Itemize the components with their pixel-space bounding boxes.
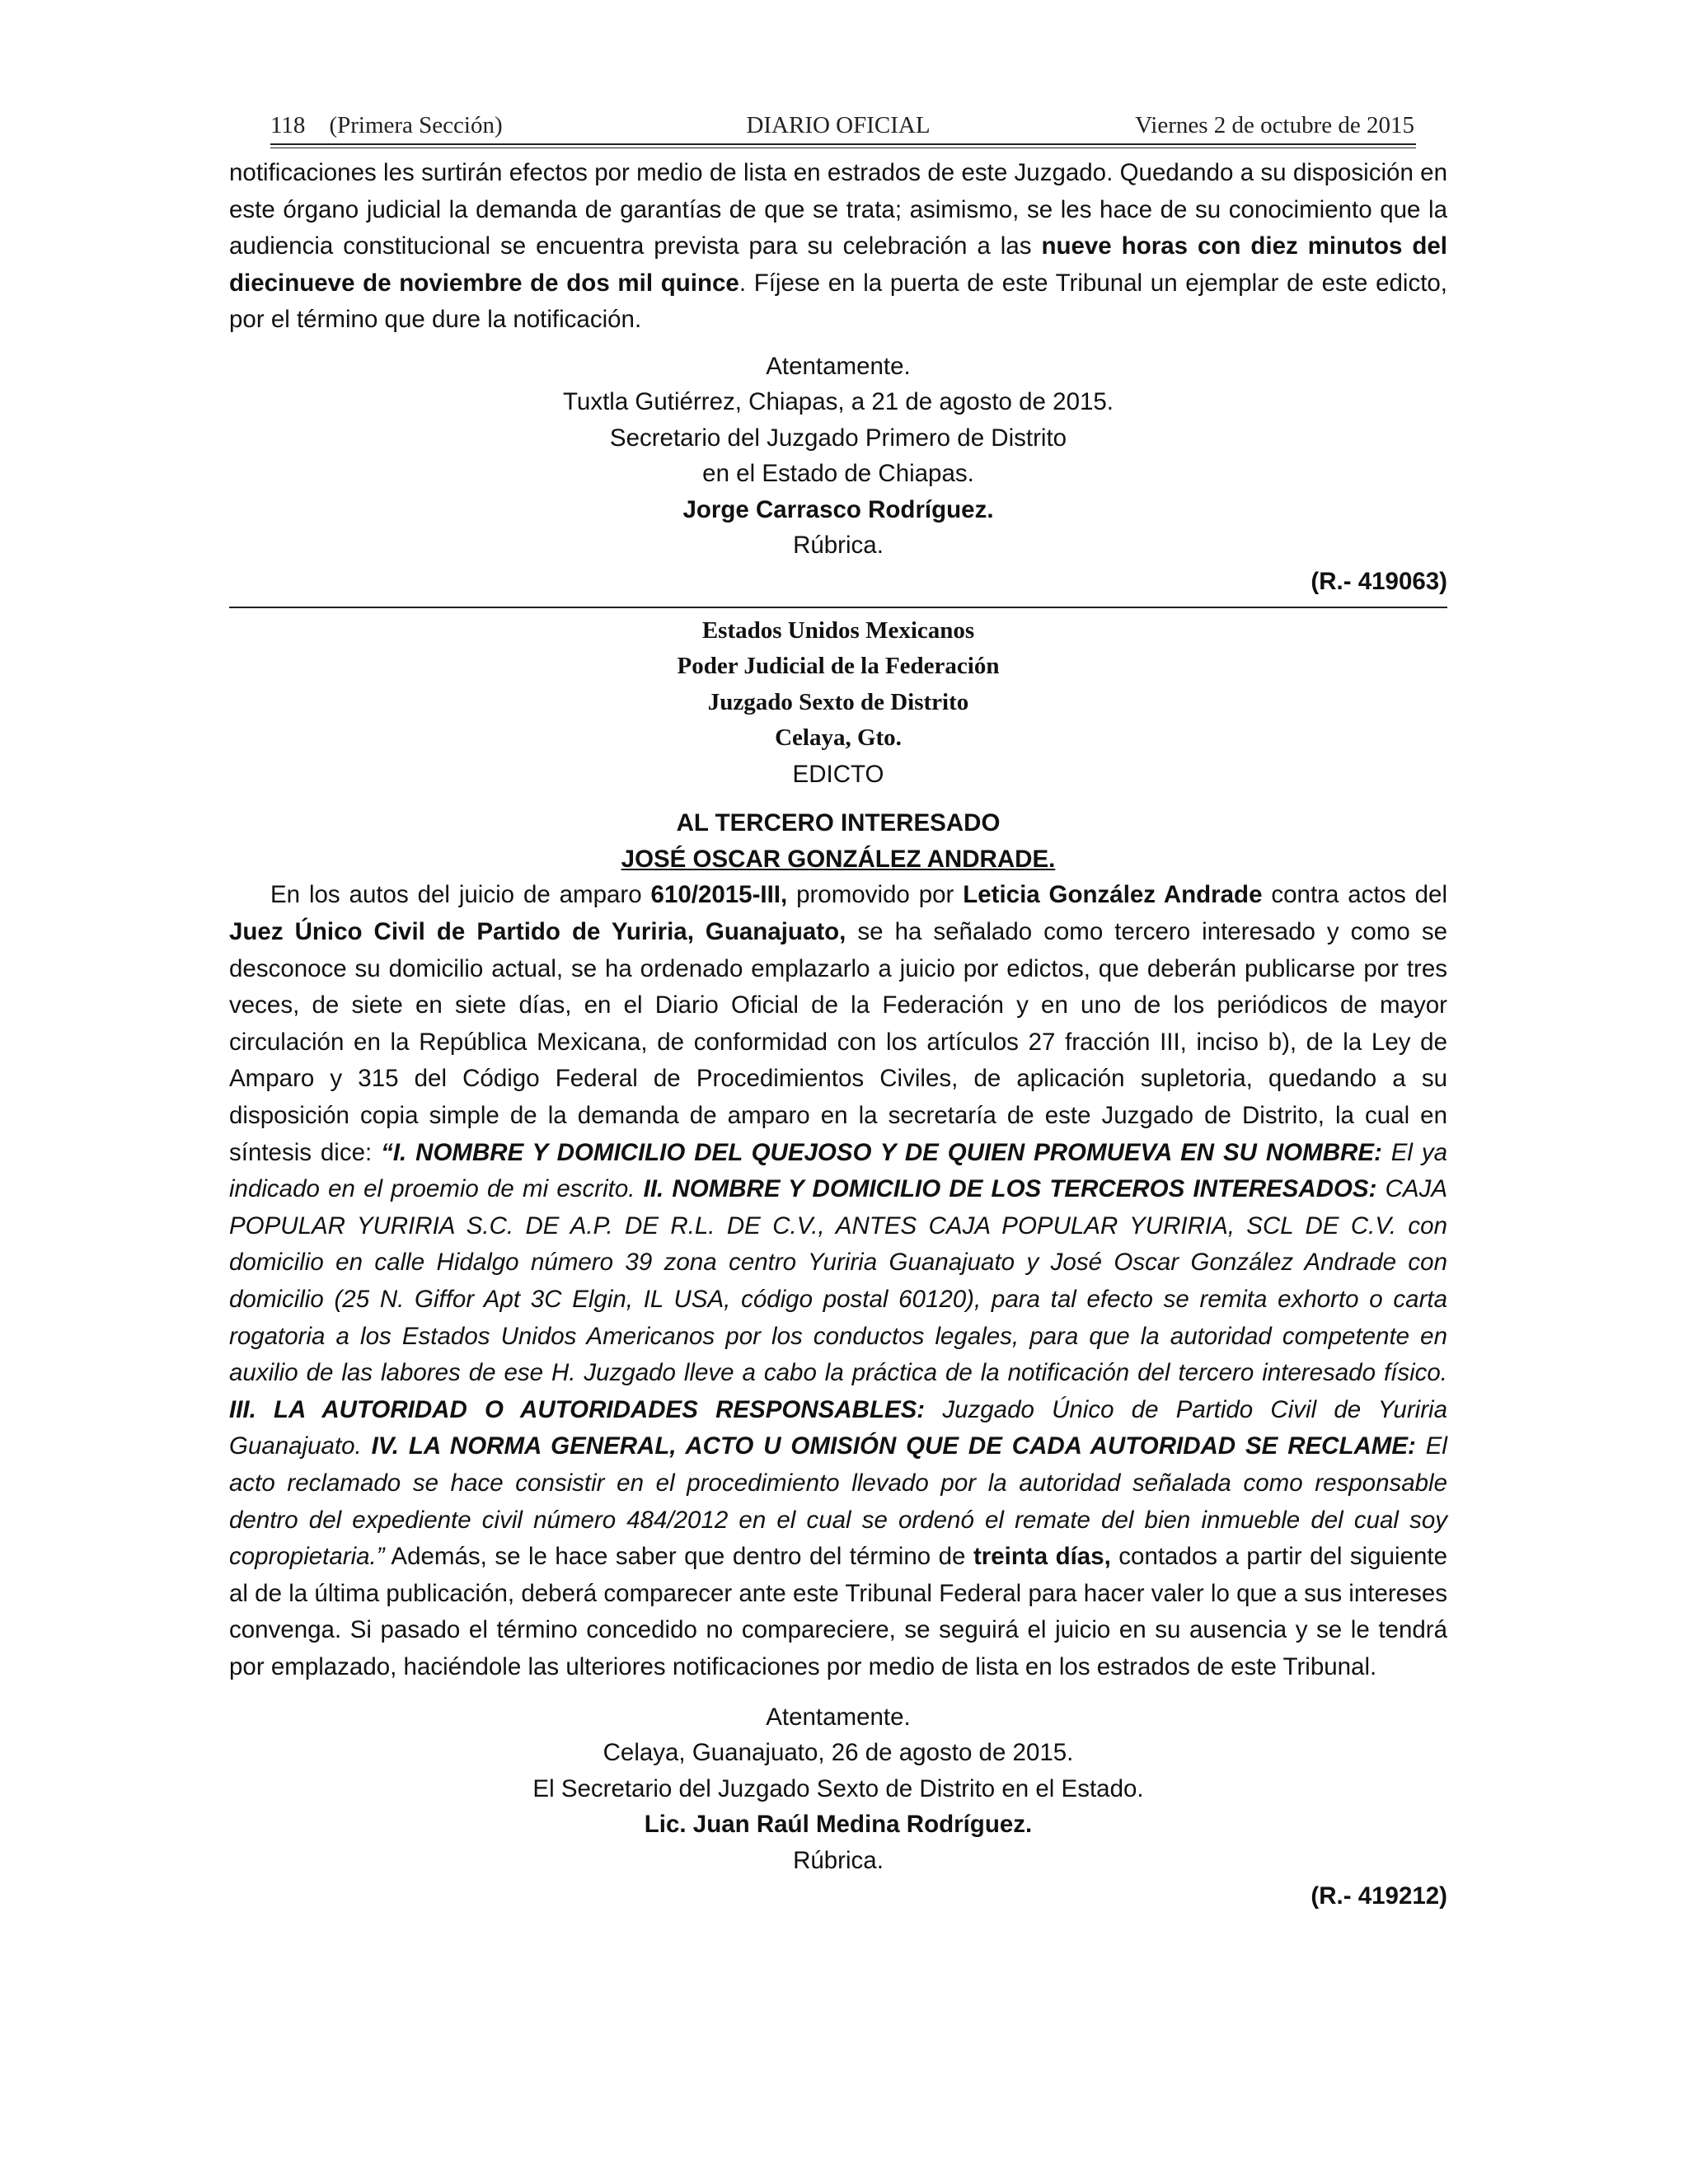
- bold-text: nueve horas con diez minutos del diecinueve de noviembre de dos mil quince: [229, 232, 1447, 297]
- document-page: [229, 107, 1447, 1915]
- signature-title-2: en el Estado de Chiapas.: [702, 460, 974, 488]
- signature-title: El Secretario del Juzgado Sexto de Distrito en el Estado.: [532, 1774, 1144, 1802]
- signature-greeting: Atentamente.: [766, 1703, 911, 1731]
- quote-heading: IV. LA NORMA GENERAL, ACTO U OMISIÓN QUE DE CADA AUTORIDAD SE RECLAME:: [371, 1432, 1416, 1460]
- notice-1-body: [229, 155, 1447, 339]
- signature-place-date: Celaya, Guanajuato, 26 de agosto de 2015.: [603, 1739, 1074, 1767]
- body-text: notificaciones les surtirán efectos por medio de lista en estrados de este Juzgado. Quedando a su disposición en este órgano judicial la demanda de garantías de que se trata; asimismo, se les hace de su conocimiento que la audiencia constitucional se encuentra prevista para su celebración a las: [229, 159, 1447, 260]
- body-text: se ha señalado como tercero interesado y como se desconoce su domicilio actual, se ha ordenado emplazarlo a juicio por edictos, que deberán publicarse por tres veces, de siete en siete días, en el Diario Oficial de la Federación y en uno de los periódicos de mayor circulación en la República Mexicana, de conformidad con los artículos 27 fracción III, inciso b), de la Ley de Amparo y 315 del Código Federal de Procedimientos Civiles, de aplicación supletoria, quedando a su disposición copia simple de la demanda de amparo en la secretaría de este Juzgado de Distrito, la cual en síntesis dice:: [229, 918, 1447, 1166]
- term-days: treinta días,: [973, 1543, 1111, 1571]
- page-number: 118: [270, 112, 306, 138]
- court-location: Celaya, Gto.: [775, 724, 902, 752]
- body-text: contados a partir del siguiente al de la última publicación, deberá comparecer ante este Tribunal Federal para hacer valer lo que a sus intereses convenga. Si pasado el término concedido no compareciere, se seguirá el juicio en su ausencia y se le tendrá por emplazado, haciéndole las ulteriores notificaciones por medio de lista en los estrados de este Tribunal.: [229, 1543, 1448, 1680]
- signature-title: Secretario del Juzgado Primero de Distrito: [609, 424, 1067, 452]
- publication-date: Viernes 2 de octubre de 2015: [1135, 112, 1414, 138]
- signature-greeting: Atentamente.: [766, 352, 911, 380]
- signature-name: Jorge Carrasco Rodríguez.: [682, 495, 994, 523]
- page-header: [229, 107, 1447, 145]
- reference-number: (R.- 419212): [1311, 1882, 1447, 1910]
- signature-name: Lic. Juan Raúl Medina Rodríguez.: [644, 1811, 1033, 1839]
- case-number: 610/2015-III,: [650, 881, 788, 909]
- edicto-title: EDICTO: [792, 760, 884, 788]
- signature-rubrica: Rúbrica.: [793, 1846, 884, 1874]
- notice-2: [229, 613, 1447, 1915]
- judge-name: Juez Único Civil de Partido de Yuriria, Guanajuato,: [229, 918, 846, 946]
- quote-text: El acto reclamado se hace consistir en el procedimiento llevado por la autoridad señalada como responsable dentro del expediente civil número 484/2012 en el cual se ordenó el remate del bien inmueble del cual soy copropietaria.”: [229, 1432, 1447, 1571]
- court-name: Juzgado Sexto de Distrito: [707, 688, 969, 715]
- publication-name: DIARIO OFICIAL: [746, 112, 931, 138]
- addressee-name: JOSÉ OSCAR GONZÁLEZ ANDRADE.: [621, 845, 1056, 873]
- body-text: En los autos del juicio de amparo: [270, 881, 651, 909]
- body-text: . Fíjese en la puerta de este Tribunal un ejemplar de este edicto, por el término que dure la notificación.: [229, 269, 1447, 334]
- addressee-heading: AL TERCERO INTERESADO: [676, 809, 1001, 837]
- body-text: Además, se le hace saber que dentro del término de: [384, 1543, 973, 1571]
- signature-place-date: Tuxtla Gutiérrez, Chiapas, a 21 de agosto de 2015.: [563, 388, 1114, 416]
- promoter-name: Leticia González Andrade: [963, 881, 1263, 909]
- quote-text: El ya indicado en el proemio de mi escrito.: [229, 1138, 1447, 1203]
- body-text: contra actos del: [1262, 881, 1448, 909]
- header-rule: [270, 143, 1416, 145]
- section-label: (Primera Sección): [329, 112, 503, 138]
- quote-text: CAJA POPULAR YURIRIA S.C. DE A.P. DE R.L. DE C.V., ANTES CAJA POPULAR YURIRIA, SCL DE C.V. con domicilio en calle Hidalgo número 39 zona centro Yuriria Guanajuato y José Oscar González Andrade con domicilio (25 N. Giffor Apt 3C Elgin, IL USA, código postal 60120), para tal efecto se remita exhorto o carta rogatoria a los Estados Unidos Americanos por los conductos legales, para que la autoridad competente en auxilio de las labores de ese H. Juzgado lleve a cabo la práctica de la notificación del tercero interesado físico.: [229, 1175, 1448, 1387]
- court-country: Estados Unidos Mexicanos: [701, 616, 975, 644]
- notice-1: [229, 155, 1447, 600]
- notice-divider: [229, 607, 1447, 608]
- notice-2-body: [229, 877, 1447, 1685]
- signature-rubrica: Rúbrica.: [793, 532, 884, 560]
- quote-text: Juzgado Único de Partido Civil de Yuriria Guanajuato.: [229, 1395, 1447, 1460]
- reference-number: (R.- 419063): [1311, 567, 1447, 595]
- quote-heading: III. LA AUTORIDAD O AUTORIDADES RESPONSABLES:: [229, 1395, 926, 1423]
- quote-heading: “I. NOMBRE Y DOMICILIO DEL QUEJOSO Y DE QUIEN PROMUEVA EN SU NOMBRE:: [381, 1138, 1382, 1166]
- court-branch: Poder Judicial de la Federación: [677, 653, 1000, 680]
- body-text: promovido por: [787, 881, 964, 909]
- quote-heading: II. NOMBRE Y DOMICILIO DE LOS TERCEROS INTERESADOS:: [643, 1175, 1377, 1203]
